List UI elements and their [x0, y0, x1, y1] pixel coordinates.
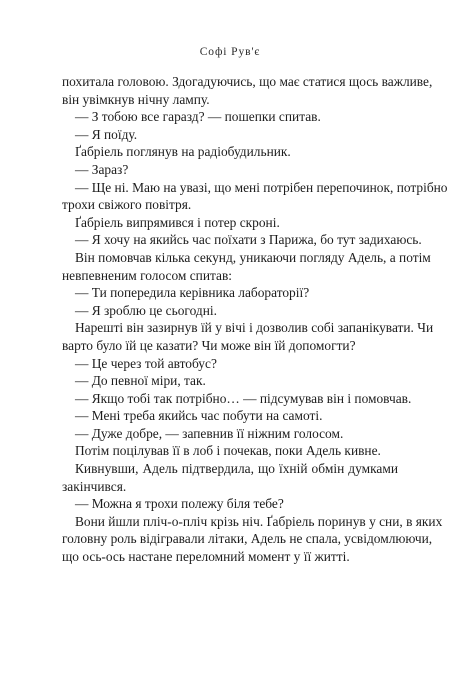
text-line: — Можна я трохи полежу біля тебе? [75, 496, 284, 512]
text-line: — Ще ні. Маю на увазі, що мені потрібен перепочинок, потрібно [75, 179, 448, 195]
text-line: Ґабріель випрямився і потер скроні. [75, 214, 280, 230]
text-line: закінчився. [62, 478, 127, 494]
text-line: він увімкнув нічну лампу. [62, 91, 210, 107]
text-line: Ґабріель поглянув на радіобудильник. [75, 144, 291, 160]
body-text [62, 73, 448, 566]
text-line: — Я зроблю це сьогодні. [75, 302, 217, 318]
text-line: — Якщо тобі так потрібно… — підсумував він і помовчав. [75, 390, 412, 406]
text-line: Він помовчав кілька секунд, уникаючи погляду Адель, а потім [75, 249, 431, 265]
text-line: — Ти попередила керівника лабораторії? [75, 285, 310, 301]
text-line: похитала головою. Здогадуючись, що має статися щось важливе, [62, 74, 433, 89]
text-line: невпевненим голосом спитав: [62, 267, 232, 283]
text-line: — Мені треба якийсь час побути на самоті. [75, 408, 323, 424]
text-line: — З тобою все гаразд? — пошепки спитав. [75, 109, 321, 125]
text-line: — До певної міри, так. [75, 373, 206, 389]
text-line: — Я поїду. [75, 126, 138, 142]
text-line: головну роль відігравали літаки, Адель не спала, усвідомлюючи, [62, 531, 433, 547]
running-head: Софі Рув'є [199, 46, 261, 58]
text-line: варто було їй це казати? Чи може він їй допомогти? [62, 337, 356, 353]
text-line: Кивнувши, Адель підтвердила, що їхній обмін думками [75, 461, 398, 477]
text-line: — Дуже добре, — запевнив її ніжним голосом. [75, 425, 344, 441]
text-line: — Я хочу на якийсь час поїхати з Парижа, бо тут задихаюсь. [75, 232, 422, 248]
text-line: трохи свіжого повітря. [62, 197, 192, 213]
text-line: що ось-ось настане переломний момент у її житті. [62, 549, 350, 565]
text-line: Нарешті він зазирнув їй у вічі і дозволив собі запанікувати. Чи [75, 320, 434, 336]
text-line: — Це через той автобус? [75, 355, 217, 371]
text-line: Вони йшли пліч-о-пліч крізь ніч. Ґабріель поринув у сни, в яких [75, 513, 443, 529]
text-line: Потім поцілував її в лоб і почекав, поки Адель кивне. [75, 443, 381, 459]
text-line: — Зараз? [75, 161, 129, 177]
